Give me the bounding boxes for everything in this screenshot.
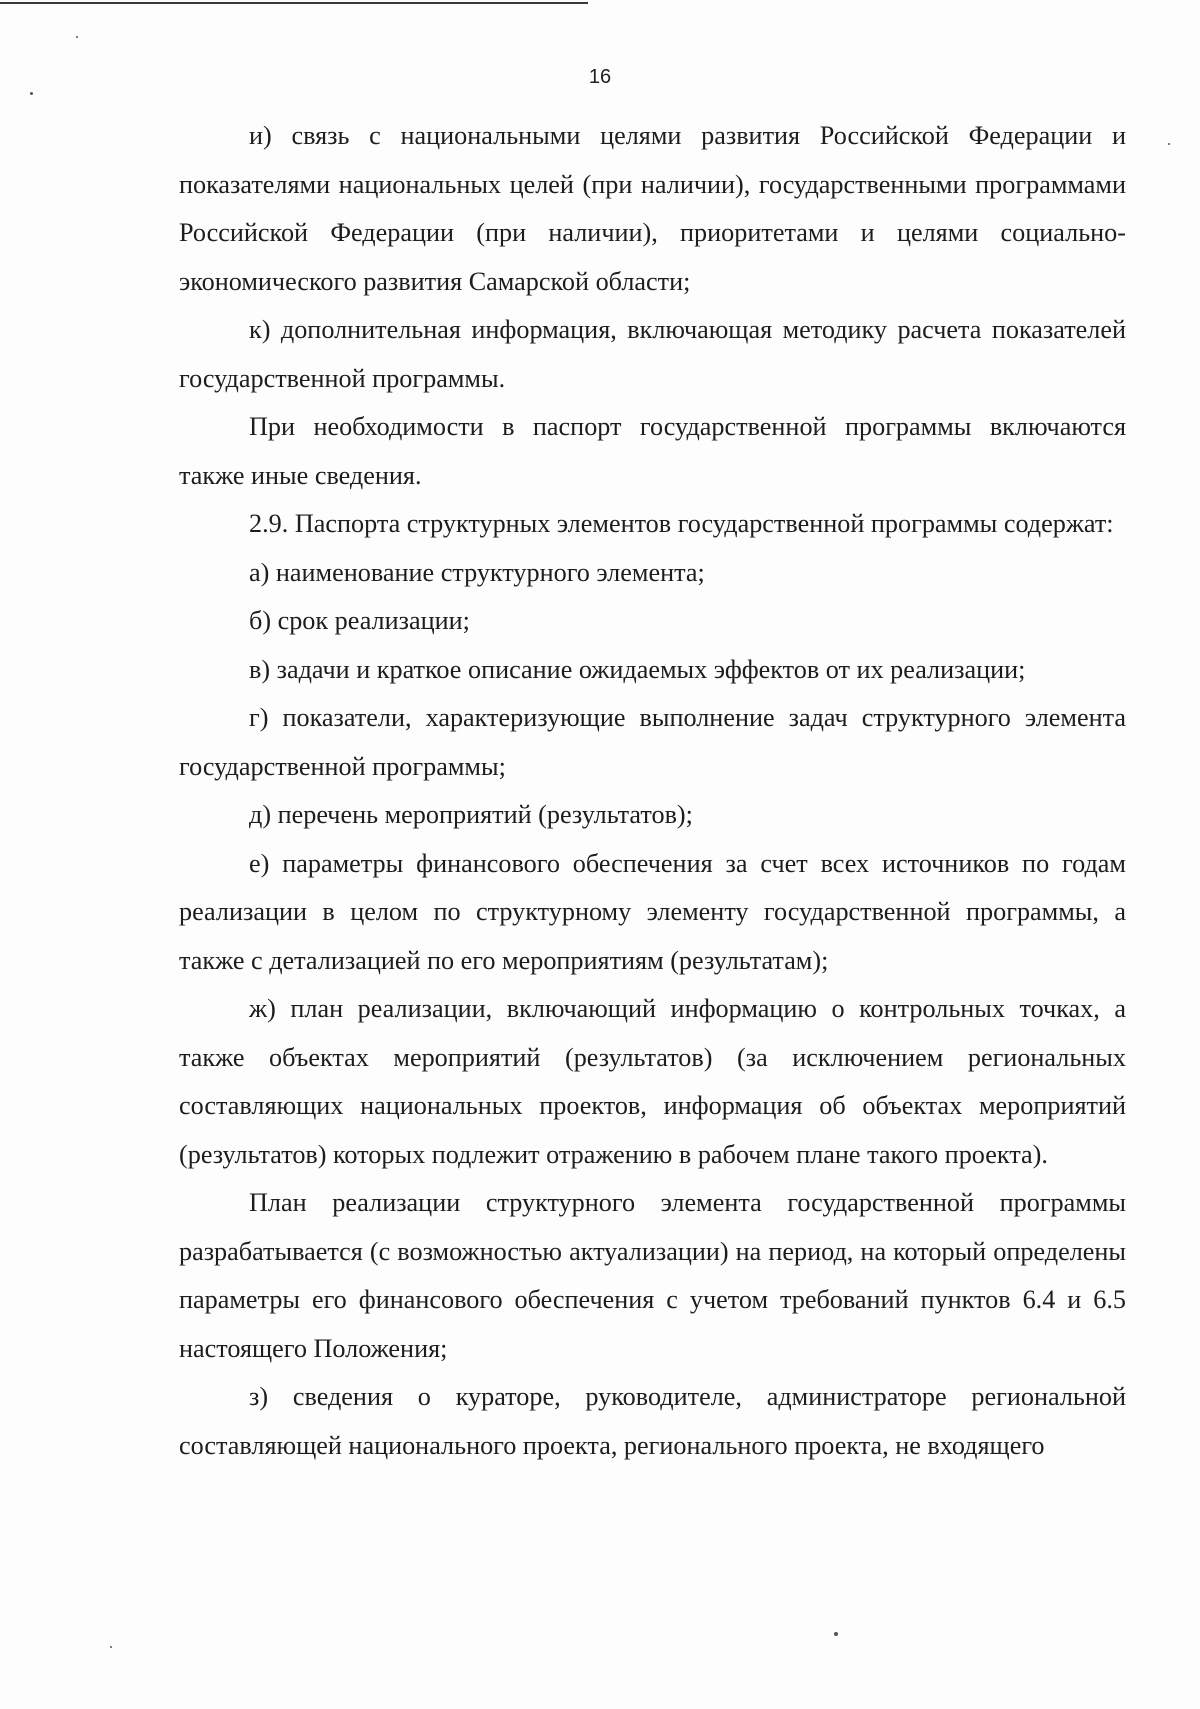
page-number: 16 — [588, 66, 612, 88]
document-body — [179, 112, 1126, 1470]
scan-speck — [110, 1646, 112, 1648]
scan-speck — [1168, 143, 1170, 145]
paragraph-zh: ж) план реализации, включающий информацию о контрольных точках, а также объектах мероприятий (результатов) (за исключением региональных составляющих национальных проектов, информация об объектах мероприятий (результатов) которых подлежит отражению в рабочем плане такого проекта). — [179, 994, 1126, 1169]
paragraph-other-info: При необходимости в паспорт государственной программы включаются также иные сведения. — [179, 412, 1126, 490]
paragraph-plan: План реализации структурного элемента государственной программы разрабатывается (с возможностью актуализации) на период, на который определены параметры его финансового обеспечения с учетом требований пунктов 6.4 и 6.5 настоящего Положения; — [179, 1188, 1126, 1363]
scan-speck — [76, 36, 78, 38]
paragraph-g: г) показатели, характеризующие выполнение задач структурного элемента государственной программы; — [179, 703, 1126, 781]
paragraph-b: б) срок реализации; — [249, 606, 470, 635]
paragraph-a: а) наименование структурного элемента; — [249, 557, 705, 587]
scan-speck — [30, 92, 33, 95]
paragraph-i: и) связь с национальными целями развития Российской Федерации и показателями национальных целей (при наличии), государственными программами Российской Федерации (при наличии), приоритетами и целями социально-экономического развития Самарской области; — [179, 121, 1126, 296]
top-rule — [0, 2, 588, 4]
paragraph-e: е) параметры финансового обеспечения за счет всех источников по годам реализации в целом по структурному элементу государственной программы, а также с детализацией по его мероприятиям (результатам); — [179, 848, 1126, 975]
paragraph-d: д) перечень мероприятий (результатов); — [249, 800, 693, 829]
paragraph-z: з) сведения о кураторе, руководителе, администраторе региональной составляющей национального проекта, регионального проекта, не входящего — [179, 1382, 1126, 1460]
paragraph-v: в) задачи и краткое описание ожидаемых эффектов от их реализации; — [249, 654, 1026, 684]
paragraph-2-9: 2.9. Паспорта структурных элементов государственной программы содержат: — [249, 509, 1114, 538]
paragraph-k: к) дополнительная информация, включающая методику расчета показателей государственной программы. — [179, 315, 1126, 393]
scan-speck — [834, 1632, 838, 1636]
